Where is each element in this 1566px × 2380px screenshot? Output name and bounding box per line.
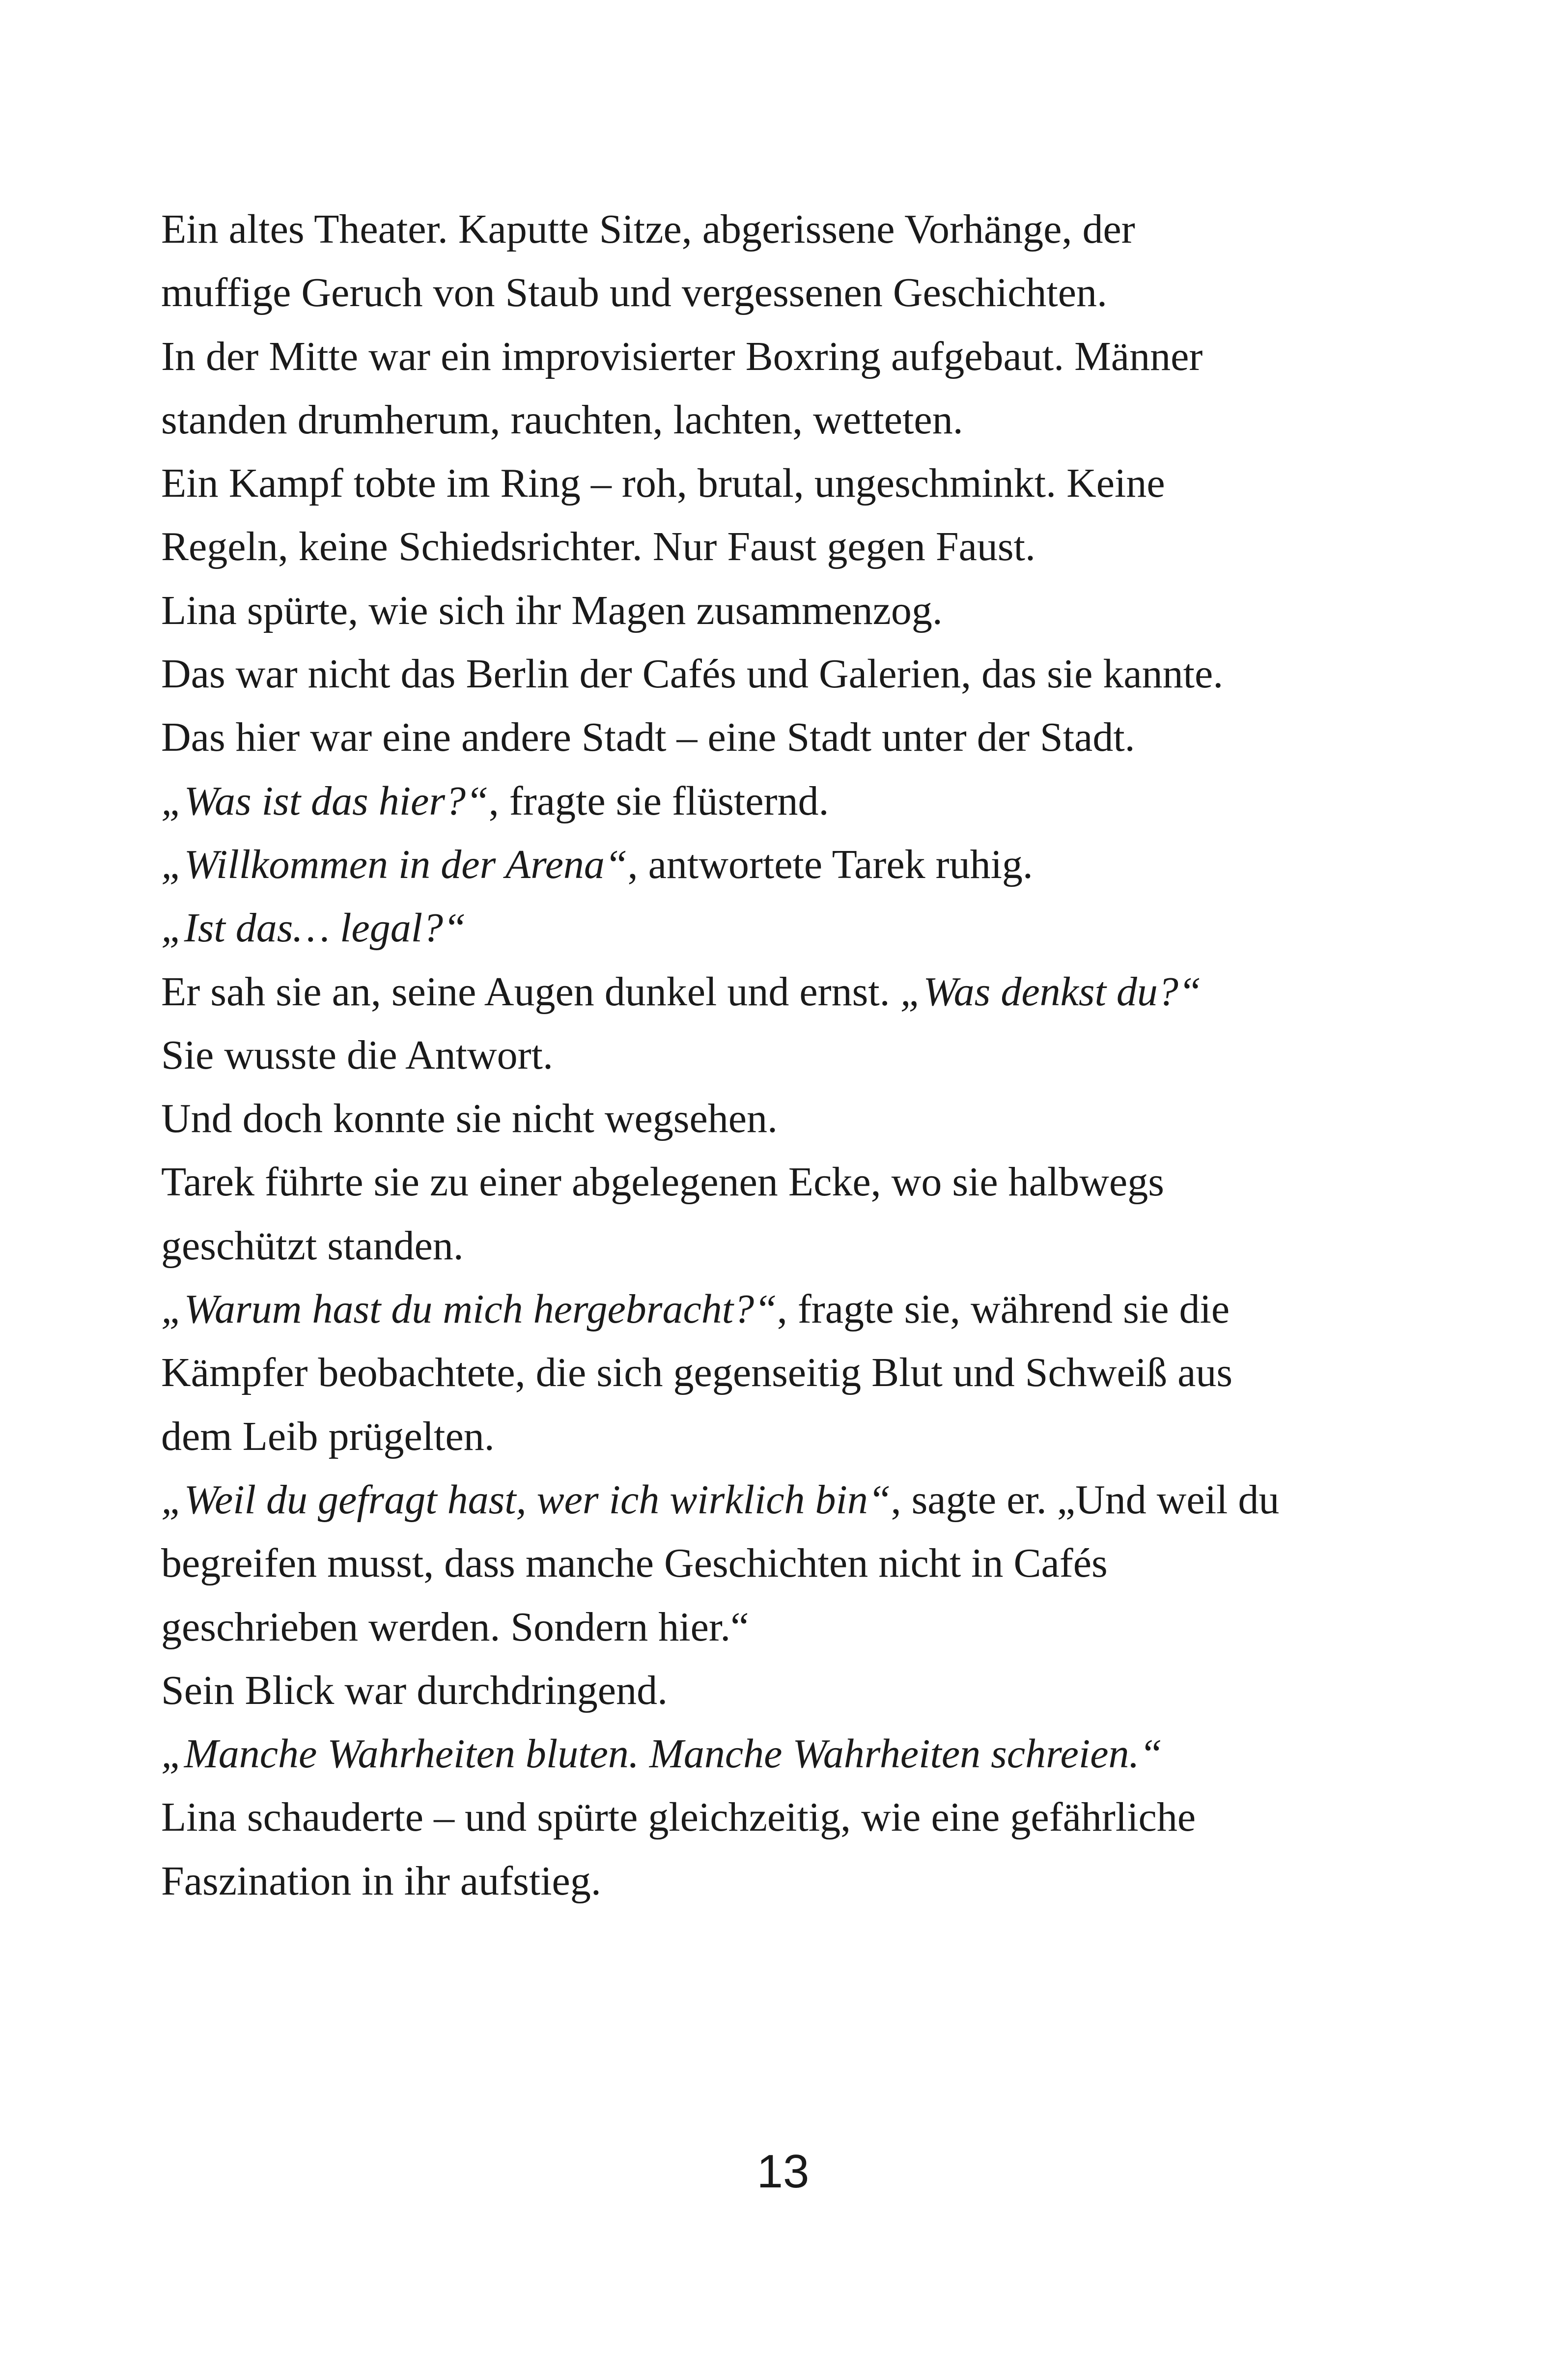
text-run: Und doch konnte sie nicht wegsehen. — [161, 1096, 778, 1142]
text-run: Ein altes Theater. Kaputte Sitze, abgerissene Vorhänge, der — [161, 206, 1135, 252]
text-line — [161, 1659, 1409, 1722]
text-line — [161, 1341, 1409, 1404]
text-line — [161, 1087, 1409, 1150]
italic-dialogue: „Weil du gefragt hast, wer ich wirklich bin“ — [161, 1476, 891, 1523]
text-run: In der Mitte war ein improvisierter Boxring aufgebaut. Männer — [161, 333, 1203, 379]
text-run: Ein Kampf tobte im Ring – roh, brutal, ungeschminkt. Keine — [161, 460, 1165, 507]
text-run: Lina schauderte – und spürte gleichzeitig, wie eine gefährliche — [161, 1794, 1196, 1841]
text-run: Sein Blick war durchdringend. — [161, 1667, 668, 1713]
text-run: dem Leib prügelten. — [161, 1413, 495, 1459]
text-line — [161, 1214, 1409, 1277]
italic-dialogue: „Was denkst du?“ — [900, 968, 1202, 1015]
italic-dialogue: „Willkommen in der Arena“ — [161, 841, 628, 887]
text-run: Regeln, keine Schiedsrichter. Nur Faust gegen Faust. — [161, 524, 1035, 570]
text-line — [161, 261, 1409, 324]
italic-dialogue: „Warum hast du mich hergebracht?“ — [161, 1286, 777, 1332]
text-line — [161, 515, 1409, 578]
italic-dialogue: „Ist das… legal?“ — [161, 905, 466, 951]
text-line — [161, 642, 1409, 706]
text-line — [161, 388, 1409, 452]
text-line — [161, 1023, 1409, 1087]
text-run: , fragte sie, während sie die — [777, 1286, 1230, 1332]
text-line — [161, 706, 1409, 769]
page-number: 13 — [756, 2145, 810, 2198]
text-line — [161, 1531, 1409, 1595]
text-line — [161, 1785, 1409, 1849]
text-line — [161, 198, 1409, 261]
text-run: geschützt standen. — [161, 1222, 464, 1269]
text-run: Er sah sie an, seine Augen dunkel und ernst. — [161, 968, 900, 1015]
text-run: Das war nicht das Berlin der Cafés und Galerien, das sie kannte. — [161, 651, 1224, 697]
text-line — [161, 1150, 1409, 1214]
text-line — [161, 579, 1409, 642]
text-run: Das hier war eine andere Stadt – eine Stadt unter der Stadt. — [161, 714, 1135, 761]
text-run: geschrieben werden. Sondern hier.“ — [161, 1604, 749, 1650]
body-text — [161, 198, 1409, 1913]
italic-dialogue: „Manche Wahrheiten bluten. Manche Wahrheiten schreien.“ — [161, 1731, 1163, 1777]
text-run: Lina spürte, wie sich ihr Magen zusammenzog. — [161, 587, 943, 633]
text-run: , antwortete Tarek ruhig. — [627, 841, 1033, 887]
text-line — [161, 1277, 1409, 1341]
text-line — [161, 769, 1409, 833]
text-line — [161, 1405, 1409, 1468]
text-line — [161, 1468, 1409, 1531]
text-line — [161, 896, 1409, 960]
text-line — [161, 325, 1409, 388]
text-line — [161, 1595, 1409, 1659]
text-line — [161, 1722, 1409, 1785]
text-run: Kämpfer beobachtete, die sich gegenseitig Blut und Schweiß aus — [161, 1350, 1233, 1396]
text-run: Tarek führte sie zu einer abgelegenen Ecke, wo sie halbwegs — [161, 1159, 1164, 1205]
text-run: , fragte sie flüsternd. — [488, 778, 829, 824]
text-line — [161, 452, 1409, 515]
text-line — [161, 833, 1409, 896]
text-run: Faszination in ihr aufstieg. — [161, 1858, 601, 1904]
text-line — [161, 1849, 1409, 1913]
italic-dialogue: „Was ist das hier?“ — [161, 778, 489, 824]
text-run: Sie wusste die Antwort. — [161, 1032, 553, 1078]
text-run: , sagte er. „Und weil du — [891, 1476, 1280, 1523]
text-run: muffige Geruch von Staub und vergessenen Geschichten. — [161, 270, 1108, 316]
text-run: begreifen musst, dass manche Geschichten nicht in Cafés — [161, 1540, 1108, 1587]
text-line — [161, 960, 1409, 1023]
text-run: standen drumherum, rauchten, lachten, wetteten. — [161, 397, 963, 443]
